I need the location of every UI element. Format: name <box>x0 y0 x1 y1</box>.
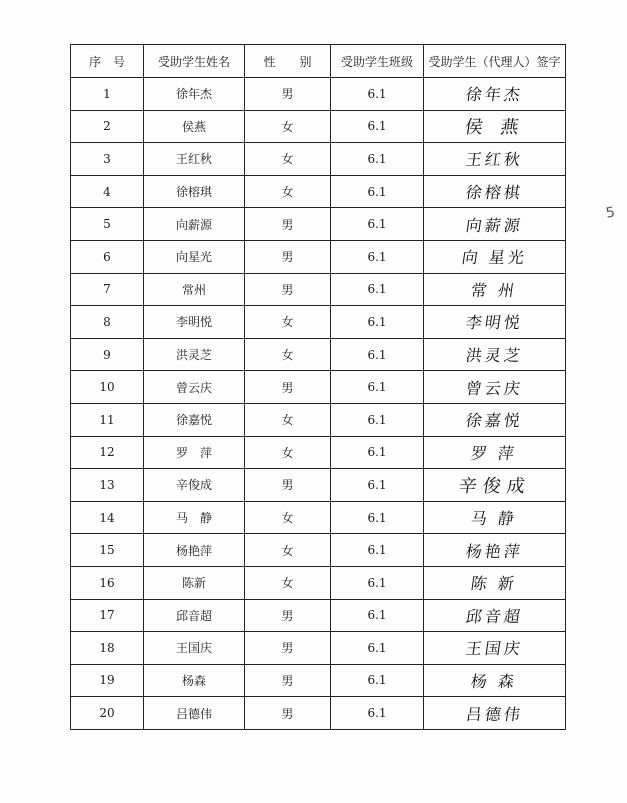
gender-cell: 男 <box>245 632 331 665</box>
row-number-cell: 19 <box>71 664 144 697</box>
table-row <box>71 240 566 273</box>
gender-cell: 女 <box>245 403 331 436</box>
signature-cell <box>424 208 566 241</box>
row-number-cell: 16 <box>71 566 144 599</box>
handwritten-signature: 杨艳萍 <box>464 541 525 561</box>
student-name-cell: 徐年杰 <box>144 78 245 111</box>
signature-cell <box>424 143 566 176</box>
row-number-cell: 5 <box>71 208 144 241</box>
table-row <box>71 273 566 306</box>
signature-cell <box>424 403 566 436</box>
student-name-cell: 邱音超 <box>144 599 245 632</box>
student-name-cell: 侯燕 <box>144 110 245 143</box>
table-row <box>71 566 566 599</box>
class-cell: 6.1 <box>331 469 424 502</box>
handwritten-signature: 辛俊成 <box>456 475 532 497</box>
gender-cell: 女 <box>245 501 331 534</box>
handwritten-signature: 马 静 <box>469 509 519 529</box>
row-number-cell: 1 <box>71 78 144 111</box>
handwritten-signature: 王红秋 <box>464 150 525 170</box>
class-cell: 6.1 <box>331 175 424 208</box>
row-number-cell: 6 <box>71 240 144 273</box>
gender-cell: 男 <box>245 664 331 697</box>
handwritten-signature: 徐榕棋 <box>464 183 525 203</box>
signature-cell <box>424 110 566 143</box>
student-name-cell: 向薪源 <box>144 208 245 241</box>
signature-cell <box>424 534 566 567</box>
table-row <box>71 208 566 241</box>
table-row <box>71 697 566 730</box>
row-number-cell: 3 <box>71 143 144 176</box>
class-cell: 6.1 <box>331 599 424 632</box>
student-name-cell: 向星光 <box>144 240 245 273</box>
row-number-cell: 10 <box>71 371 144 404</box>
student-name-cell: 王国庆 <box>144 632 245 665</box>
handwritten-signature: 侯 燕 <box>462 117 526 139</box>
header-number: 序 号 <box>71 45 144 78</box>
header-signature: 受助学生（代理人）签字 <box>424 45 566 78</box>
signature-cell <box>424 436 566 469</box>
signature-cell <box>424 371 566 404</box>
row-number-cell: 12 <box>71 436 144 469</box>
row-number-cell: 13 <box>71 469 144 502</box>
table-row <box>71 632 566 665</box>
header-student-name: 受助学生姓名 <box>144 45 245 78</box>
table-row <box>71 599 566 632</box>
class-cell: 6.1 <box>331 110 424 143</box>
gender-cell: 女 <box>245 175 331 208</box>
handwritten-signature: 曾云庆 <box>464 378 525 398</box>
handwritten-signature: 王国庆 <box>464 639 525 659</box>
signature-cell <box>424 175 566 208</box>
student-name-cell: 洪灵芝 <box>144 338 245 371</box>
table-row <box>71 338 566 371</box>
table-row <box>71 501 566 534</box>
table-row <box>71 534 566 567</box>
class-cell: 6.1 <box>331 534 424 567</box>
table-row <box>71 110 566 143</box>
row-number-cell: 18 <box>71 632 144 665</box>
class-cell: 6.1 <box>331 697 424 730</box>
class-cell: 6.1 <box>331 143 424 176</box>
gender-cell: 女 <box>245 110 331 143</box>
signature-cell <box>424 273 566 306</box>
class-cell: 6.1 <box>331 338 424 371</box>
class-cell: 6.1 <box>331 403 424 436</box>
table-row <box>71 371 566 404</box>
signature-cell <box>424 697 566 730</box>
row-number-cell: 9 <box>71 338 144 371</box>
signature-cell <box>424 78 566 111</box>
gender-cell: 男 <box>245 208 331 241</box>
table-row <box>71 403 566 436</box>
table-row <box>71 143 566 176</box>
row-number-cell: 15 <box>71 534 144 567</box>
class-cell: 6.1 <box>331 306 424 339</box>
row-number-cell: 2 <box>71 110 144 143</box>
gender-cell: 男 <box>245 697 331 730</box>
gender-cell: 男 <box>245 469 331 502</box>
class-cell: 6.1 <box>331 371 424 404</box>
handwritten-signature: 向 星光 <box>460 248 529 268</box>
handwritten-signature: 常 州 <box>469 280 519 300</box>
row-number-cell: 4 <box>71 175 144 208</box>
class-cell: 6.1 <box>331 664 424 697</box>
signature-cell <box>424 501 566 534</box>
aid-recipient-roster-table <box>70 44 566 730</box>
class-cell: 6.1 <box>331 273 424 306</box>
class-cell: 6.1 <box>331 501 424 534</box>
student-name-cell: 陈新 <box>144 566 245 599</box>
signature-cell <box>424 599 566 632</box>
header-class: 受助学生班级 <box>331 45 424 78</box>
gender-cell: 女 <box>245 143 331 176</box>
gender-cell: 男 <box>245 599 331 632</box>
gender-cell: 男 <box>245 371 331 404</box>
student-name-cell: 吕德伟 <box>144 697 245 730</box>
student-name-cell: 徐榕琪 <box>144 175 245 208</box>
class-cell: 6.1 <box>331 240 424 273</box>
gender-cell: 女 <box>245 338 331 371</box>
signature-cell <box>424 338 566 371</box>
row-number-cell: 11 <box>71 403 144 436</box>
student-name-cell: 李明悦 <box>144 306 245 339</box>
handwritten-signature: 徐年杰 <box>464 85 525 105</box>
signature-cell <box>424 306 566 339</box>
gender-cell: 女 <box>245 534 331 567</box>
signature-cell <box>424 240 566 273</box>
student-name-cell: 王红秋 <box>144 143 245 176</box>
table-row <box>71 78 566 111</box>
gender-cell: 女 <box>245 306 331 339</box>
class-cell: 6.1 <box>331 566 424 599</box>
student-name-cell: 常州 <box>144 273 245 306</box>
student-name-cell: 杨森 <box>144 664 245 697</box>
handwritten-signature: 邱音超 <box>464 606 525 626</box>
row-number-cell: 20 <box>71 697 144 730</box>
class-cell: 6.1 <box>331 78 424 111</box>
handwritten-margin-note: 5 <box>604 204 617 222</box>
row-number-cell: 8 <box>71 306 144 339</box>
handwritten-signature: 陈 新 <box>469 574 519 594</box>
gender-cell: 男 <box>245 240 331 273</box>
row-number-cell: 17 <box>71 599 144 632</box>
table-row <box>71 175 566 208</box>
gender-cell: 女 <box>245 436 331 469</box>
row-number-cell: 7 <box>71 273 144 306</box>
signature-cell <box>424 566 566 599</box>
class-cell: 6.1 <box>331 208 424 241</box>
handwritten-signature: 杨 森 <box>469 671 519 691</box>
row-number-cell: 14 <box>71 501 144 534</box>
table-row <box>71 469 566 502</box>
student-name-cell: 辛俊成 <box>144 469 245 502</box>
handwritten-signature: 罗 萍 <box>469 443 519 463</box>
table-body <box>71 78 566 730</box>
class-cell: 6.1 <box>331 632 424 665</box>
student-name-cell: 徐嘉悦 <box>144 403 245 436</box>
gender-cell: 男 <box>245 78 331 111</box>
gender-cell: 男 <box>245 273 331 306</box>
table-row <box>71 306 566 339</box>
signature-cell <box>424 664 566 697</box>
student-name-cell: 杨艳萍 <box>144 534 245 567</box>
table-header-row <box>71 45 566 78</box>
handwritten-signature: 徐嘉悦 <box>464 411 525 431</box>
signature-cell <box>424 469 566 502</box>
header-gender: 性 别 <box>245 45 331 78</box>
handwritten-signature: 吕德伟 <box>464 704 525 724</box>
student-name-cell: 罗 萍 <box>144 436 245 469</box>
student-name-cell: 马 静 <box>144 501 245 534</box>
table-row <box>71 664 566 697</box>
signature-cell <box>424 632 566 665</box>
table-row <box>71 436 566 469</box>
class-cell: 6.1 <box>331 436 424 469</box>
handwritten-signature: 洪灵芝 <box>464 346 525 366</box>
student-name-cell: 曾云庆 <box>144 371 245 404</box>
handwritten-signature: 向薪源 <box>464 215 525 235</box>
handwritten-signature: 李明悦 <box>464 313 525 333</box>
gender-cell: 女 <box>245 566 331 599</box>
